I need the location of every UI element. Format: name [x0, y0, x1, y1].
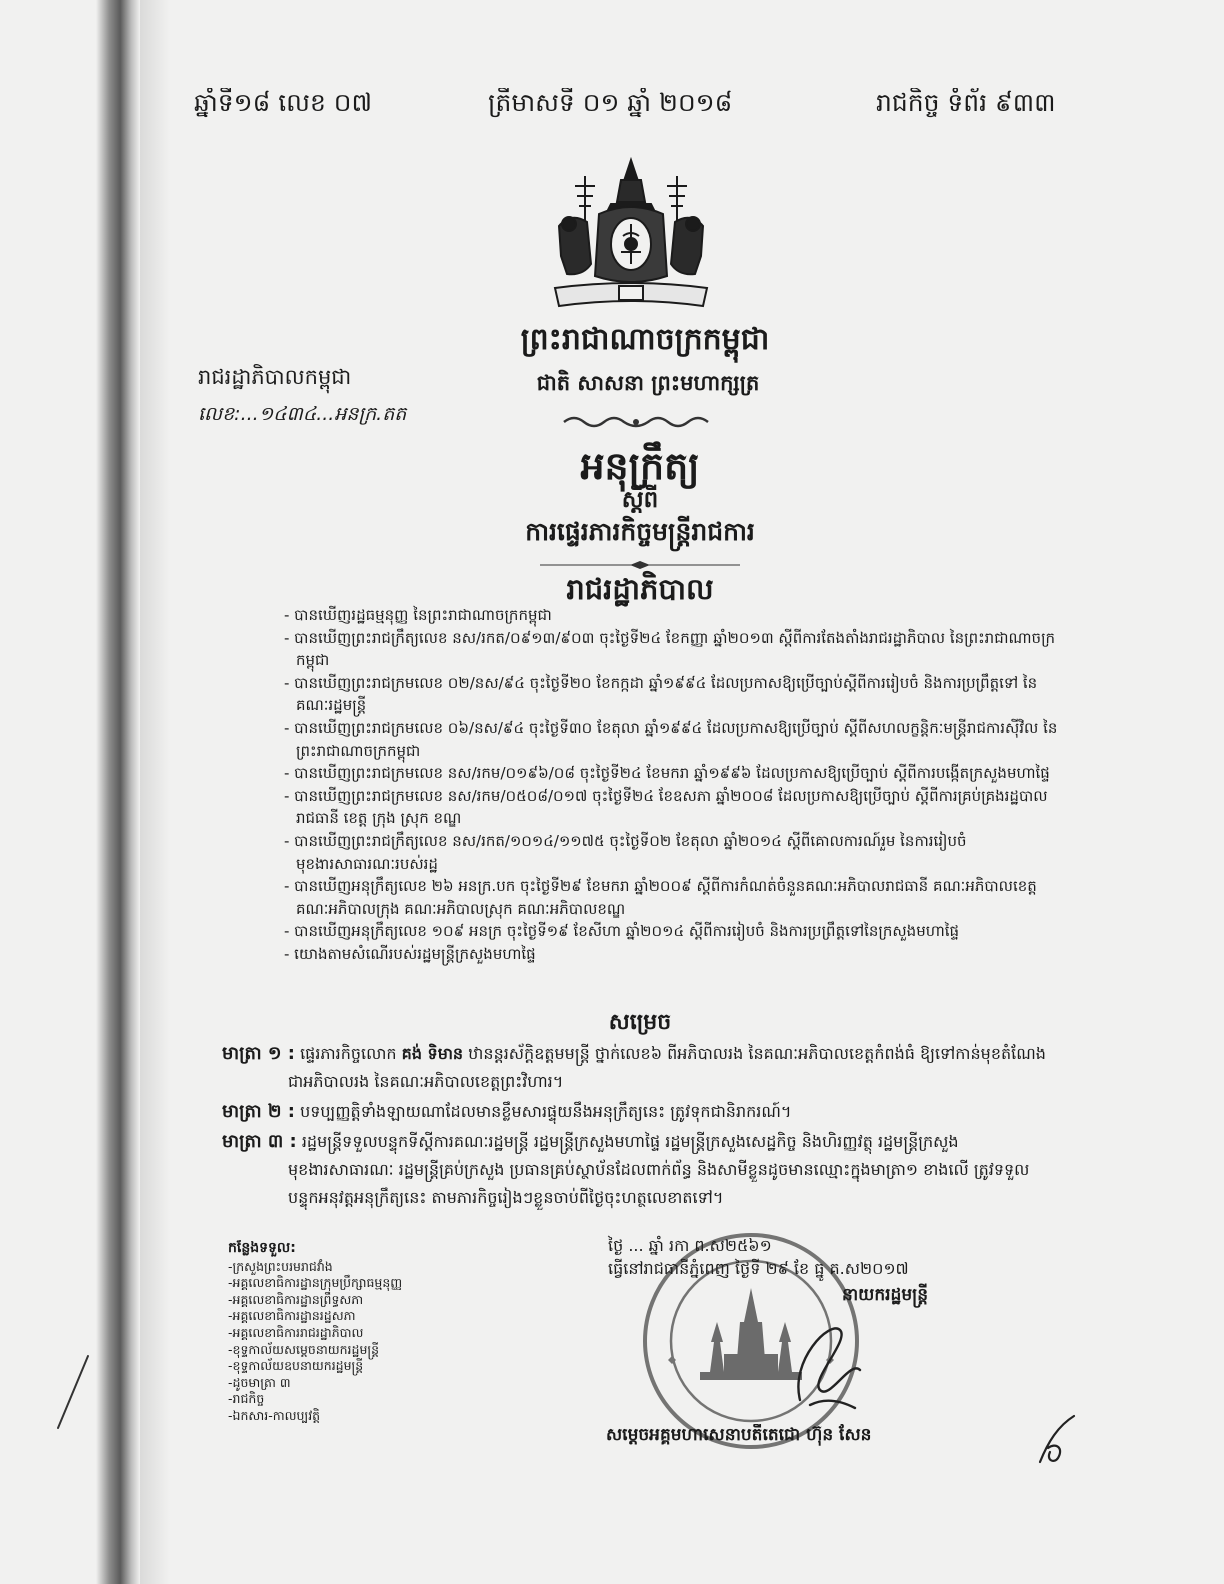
recipient-item: -អគ្គលេខាធិការដ្ឋានរដ្ឋសភា	[228, 1308, 356, 1324]
article-3	[222, 1128, 1058, 1212]
preamble-item: - បានឃើញព្រះរាជក្រមលេខ នស/រកម/០១៩៦/០៨ ចុះថ្ងៃទី២៤ ខែមករា ឆ្នាំ១៩៩៦ ដែលប្រកាសឱ្យប្រើច្បាប់ ស្តីពីការបង្កើតក្រសួងមហាផ្ទៃ	[284, 764, 1050, 783]
gazette-year-issue: ឆ្នាំទី១៨ លេខ ០៧	[194, 88, 373, 117]
handwritten-signature	[780, 1300, 870, 1420]
authority-heading: រាជរដ្ឋាភិបាល	[566, 572, 714, 606]
scan-edge-fade	[140, 0, 170, 1584]
article-label: មាត្រា ២ :	[222, 1101, 295, 1122]
scan-edge-shadow	[96, 0, 140, 1584]
signatory-title: នាយករដ្ឋមន្ត្រី	[842, 1285, 928, 1305]
royal-coat-of-arms-icon	[545, 156, 717, 314]
preamble-item: - បានឃើញរដ្ឋធម្មនុញ្ញ នៃព្រះរាជាណាចក្រកម្ពុជា	[284, 606, 552, 624]
signatory-name: សម្តេចអគ្គមហាសេនាបតីតេជោ ហ៊ុន សែន	[606, 1425, 872, 1445]
recipient-item: -អគ្គលេខាធិការដ្ឋានព្រឹទ្ធសភា	[228, 1291, 364, 1307]
articles	[222, 1040, 1058, 1230]
gazette-page: រាជកិច្ច ទំព័រ ៩៣៣	[876, 88, 1056, 117]
recipient-item: -ខុទ្ទកាល័យឧបនាយករដ្ឋមន្ត្រី	[228, 1358, 364, 1374]
initials-mark	[1034, 1412, 1084, 1468]
decision-heading: សម្រេច	[608, 1010, 672, 1035]
issuer-name: រាជរដ្ឋាភិបាលកម្ពុជា	[198, 365, 352, 389]
gazette-quarter: ត្រីមាសទី ០១ ឆ្នាំ ២០១៨	[488, 88, 733, 117]
ornament-divider	[560, 414, 712, 430]
margin-pen-stroke	[52, 1352, 92, 1432]
about-label: ស្តីពី	[621, 487, 659, 513]
title-divider	[538, 560, 742, 570]
solar-date: ធ្វើនៅរាជធានីភ្នំពេញ ថ្ងៃទី ២៩ ខែ ធ្នូ គ.ស២០១៧	[608, 1259, 909, 1278]
recipients-title: កន្លែងទទួល:	[228, 1240, 296, 1256]
recipient-item: -រាជកិច្ច	[228, 1391, 265, 1407]
preamble-item: - យោងតាមសំណើរបស់រដ្ឋមន្ត្រីក្រសួងមហាផ្ទៃ	[284, 944, 536, 963]
preamble-item: - បានឃើញព្រះរាជក្រឹត្យលេខ នស/រកត/១០១៤/១១៧៥ ចុះថ្ងៃទី០២ ខែតុលា ឆ្នាំ២០១៤ ស្តីពីគោលការណ៍រួម នៃការរៀបចំមុខងារសាធារណៈរបស់រដ្ឋ	[284, 831, 967, 873]
recipient-item: -អគ្គលេខាធិការដ្ឋានក្រុមប្រឹក្សាធម្មនុញ្ញ	[228, 1275, 403, 1291]
document-type-title: អនុក្រឹត្យ	[580, 444, 700, 488]
kingdom-title: ព្រះរាជាណាចក្រកម្ពុជា	[520, 322, 770, 357]
article-label: មាត្រា ៣ :	[222, 1131, 297, 1152]
article-text: រដ្ឋមន្ត្រីទទួលបន្ទុកទីស្តីការគណៈរដ្ឋមន្ត្រី រដ្ឋមន្ត្រីក្រសួងមហាផ្ទៃ រដ្ឋមន្ត្រីក្រសួងសេដ្ឋកិច្ច និងហិរញ្ញវត្ថុ រដ្ឋមន្ត្រីក្រសួងមុខងារសាធារណៈ រដ្ឋមន្ត្រីគ្រប់ក្រសួង ប្រធានគ្រប់ស្ថាប័នដែលពាក់ព័ន្ធ និងសាមីខ្លួនដូចមានឈ្មោះក្នុងមាត្រា១ ខាងលើ ត្រូវទទួលបន្ទុកអនុវត្តអនុក្រឹត្យនេះ តាមភារកិច្ចរៀងៗខ្លួនចាប់ពីថ្ងៃចុះហត្ថលេខាតទៅ។	[288, 1132, 1030, 1207]
article-text: ឋានន្តរស័ក្តិឧត្តមមន្ត្រី ថ្នាក់លេខ៦ ពីអភិបាលរង នៃគណៈអភិបាលខេត្តកំពង់ធំ ឱ្យទៅកាន់មុខតំណែងជាអភិបាលរង នៃគណៈអភិបាលខេត្តព្រះវិហារ។	[288, 1044, 1046, 1091]
lunar-date: ថ្ងៃ ... ឆ្នាំ រកា ព.ស២៥៦១	[608, 1236, 772, 1255]
document-subject: ការផ្ទេរភារកិច្ចមន្ត្រីរាជការ	[525, 517, 755, 546]
preamble-item: - បានឃើញព្រះរាជក្រមលេខ ០៦/នស/៩៤ ចុះថ្ងៃទី៣០ ខែតុលា ឆ្នាំ១៩៩៤ ដែលប្រកាសឱ្យប្រើច្បាប់ ស្តីពីសហលក្ខន្តិកៈមន្ត្រីរាជការស៊ីវិល នៃព្រះរាជាណាចក្រកម្ពុជា	[284, 718, 1058, 760]
article-1	[222, 1040, 1058, 1096]
preamble-item: - បានឃើញអនុក្រឹត្យលេខ ២៦ អនក្រ.បក ចុះថ្ងៃទី២៩ ខែមករា ឆ្នាំ២០០៩ ស្តីពីការកំណត់ចំនួនគណៈអភិបាលរាជធានី គណៈអភិបាលខេត្ត គណៈអភិបាលក្រុង គណៈអភិបាលស្រុក គណៈអភិបាលខណ្ឌ	[284, 877, 1037, 918]
recipient-item: -អគ្គលេខាធិការរាជរដ្ឋាភិបាល	[228, 1324, 364, 1340]
document-number: លេខ:...១៤៣៤...អនក្រ.តត	[198, 403, 407, 425]
preamble-item: - បានឃើញព្រះរាជក្រមលេខ នស/រកម/០៥០៨/០១៧ ចុះថ្ងៃទី២៤ ខែឧសភា ឆ្នាំ២០០៨ ដែលប្រកាសឱ្យប្រើច្បាប់ ស្តីពីការគ្រប់គ្រងរដ្ឋបាលរាជធានី ខេត្ត ក្រុង ស្រុក ខណ្ឌ	[284, 786, 1048, 828]
preamble-item: - បានឃើញព្រះរាជក្រមលេខ ០២/នស/៩៤ ចុះថ្ងៃទី២០ ខែកក្កដា ឆ្នាំ១៩៩៤ ដែលប្រកាសឱ្យប្រើច្បាប់ស្តីពីការរៀបចំ និងការប្រព្រឹត្តទៅ នៃគណៈរដ្ឋមន្ត្រី	[284, 673, 1038, 715]
recipients-list	[228, 1240, 488, 1440]
article-text: បទប្បញ្ញត្តិទាំងឡាយណាដែលមានខ្លឹមសារផ្ទុយនឹងអនុក្រឹត្យនេះ ត្រូវទុកជានិរាករណ៍។	[295, 1102, 792, 1121]
article-2	[222, 1098, 1058, 1126]
preamble-item: - បានឃើញអនុក្រឹត្យលេខ ១០៩ អនក្រ ចុះថ្ងៃទី១៩ ខែសីហា ឆ្នាំ២០១៤ ស្តីពីការរៀបចំ និងការប្រព្រឹត្តទៅនៃក្រសួងមហាផ្ទៃ	[284, 922, 960, 941]
recipient-item: -ដូចមាត្រា ៣	[228, 1374, 291, 1390]
official-name: គង់ ទិមាន	[401, 1044, 464, 1063]
signature-date	[608, 1234, 1048, 1280]
article-text: ផ្ទេរភារកិច្ចលោក	[295, 1044, 402, 1063]
national-motto: ជាតិ សាសនា ព្រះមហាក្សត្រ	[536, 371, 760, 395]
recipient-item: -ក្រសួងព្រះបរមរាជវាំង	[228, 1258, 333, 1274]
preamble-list	[284, 604, 1058, 1012]
recipient-item: -ឯកសារ-កាលប្បវត្តិ	[228, 1407, 321, 1423]
recipient-item: -ខុទ្ទកាល័យសម្តេចនាយករដ្ឋមន្ត្រី	[228, 1341, 380, 1357]
preamble-item: - បានឃើញព្រះរាជក្រឹត្យលេខ នស/រកត/០៩១៣/៩០៣ ចុះថ្ងៃទី២៤ ខែកញ្ញា ឆ្នាំ២០១៣ ស្តីពីការតែងតាំងរាជរដ្ឋាភិបាល នៃព្រះរាជាណាចក្រកម្ពុជា	[284, 628, 1056, 670]
article-label: មាត្រា ១ :	[222, 1043, 295, 1064]
